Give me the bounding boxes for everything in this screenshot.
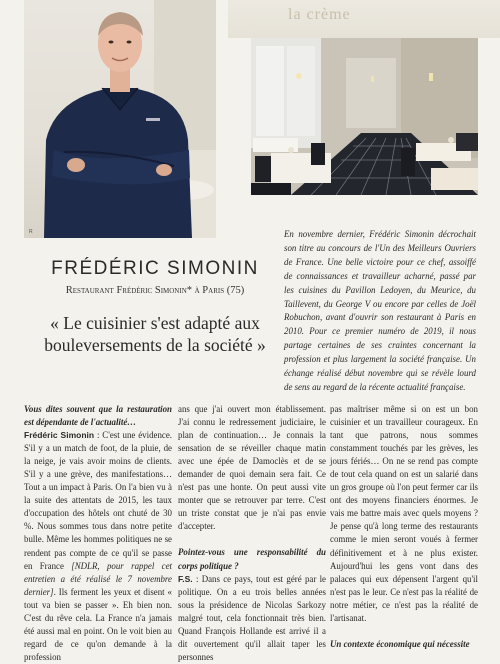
background-restaurant-strip [228, 0, 500, 38]
chef-illustration [24, 0, 216, 238]
article-column-1 [24, 403, 172, 664]
column-2-answer: ans que j'ai ouvert mon établissement. J'ai connu le redressement judiciaire, le plan de continuation… Je connais la sensation de se réveiller chaque matin avec une épée de Damoclès et de se demander de quoi demain sera fait. Ce n'est pas une honte. On peut aussi vite monter que se retrouver par terre. C'est un triste constat que je n'ai pas envie d'accepter. [178, 404, 326, 532]
column-1-text [24, 403, 172, 664]
answer-text: : C'est une évidence. S'il y a un match de foot, de la pluie, de la neige, je vais avoir moins de clients. S'il y a une grève, des manifestations… Tout a un impact à Paris. On l'a bien vu à la suite des attentats de 2015, les taux d'occupation des hôtels ont chuté de 30 %. Nous sommes tous dans notre petite bulle. Même les hommes politiques ne se rendent pas compte de ce qu'il se passe en France [24, 430, 172, 571]
interview-question: Pointez-vous une responsabilité du corps politique ? [178, 547, 326, 571]
editor-note: [NDLR, pour rappel cet entretien a été réalisé le 7 novembre dernier] [24, 560, 173, 597]
speaker-label: F.S. [178, 573, 193, 584]
column-3-answer: pas maîtriser même si on est un bon cuisinier et un travailleur courageux. En tant que patrons, nous sommes constamment touchés par les grèves, les jours fériés… On ne se rend pas compte de tout cela quand on est un salarié dans un gros groupe où l'on peut fermer car ils ont des moyens financiers énormes. Je vais me battre mais avec quels moyens ? Je pense qu'à long terme des restaurants comme le mien seront voués à fermer définitivement et à ne plus exister. Aujourd'hui les gens vont dans des palaces qui eux dépensent l'argent qu'il n'est pas le leur. Ce n'est pas la réalité de notre métier, ce n'est pas la réalité de l'artisanat. [330, 404, 478, 623]
background-sign-text: la crème [288, 6, 351, 23]
photo-credit: R [29, 229, 33, 235]
article-column-2 [178, 403, 326, 664]
column-3-question [330, 638, 478, 651]
chef-name-heading: FRÉDÉRIC SIMONIN [51, 258, 259, 279]
interview-question: Vous dites souvent que la restauration est dépendante de l'actualité… [24, 404, 172, 428]
interview-question: Un contexte économique qui nécessite [330, 638, 470, 649]
answer-text-continued: . Ils ferment les yeux et disent « tout va bien se passer ». Eh bien non. C'est du rêve cela. La France n'a jamais été aussi mal en point. On le voit bien au regard de ce qu'on demande à la profession [24, 586, 172, 662]
restaurant-subtitle: Restaurant Frédéric Simonin* à Paris (75) [65, 285, 245, 296]
pull-quote-line-2: bouleversements de la société » [44, 335, 266, 355]
paragraph-gap [330, 625, 478, 638]
intro-paragraph: En novembre dernier, Frédéric Simonin décrochait son titre au concours de l'Un des Meilleurs Ouvriers de France. Une belle victoire pour ce chef, assoiffé de connaissances et travailleur acharné, passé par les cuisines du Pavillon Ledoyen, du Meurice, du Taillevent, du George V ou encore par celles de Joël Robuchon, avant d'ouvrir son restaurant à Paris en 2010. Pour ce premier numéro de 2019, il nous partage certaines de ses craintes concernant la profession et plus largement la société française. Un échange réalisé début novembre qui se révèle lourd de sens au regard de la récente actualité française. [284, 229, 476, 392]
paragraph-gap [178, 533, 326, 546]
article-column-3 [330, 403, 478, 651]
pull-quote [30, 312, 280, 356]
restaurant-photo [251, 38, 478, 195]
chef-photo [24, 0, 216, 238]
column-2-question-block [178, 546, 326, 663]
speaker-label: Frédéric Simonin [24, 430, 95, 441]
restaurant-illustration [251, 38, 478, 195]
pull-quote-line-1: « Le cuisinier s'est adapté aux [50, 313, 260, 333]
answer-text: : Dans ce pays, tout est géré par le politique. On a eu trois belles années sous la présidence de Nicolas Sarkozy malgré tout, cela fonctionnait très bien. Quand François Hollande est arrivé il a dit ouvertement qu'il allait taper les personnes [178, 573, 326, 662]
